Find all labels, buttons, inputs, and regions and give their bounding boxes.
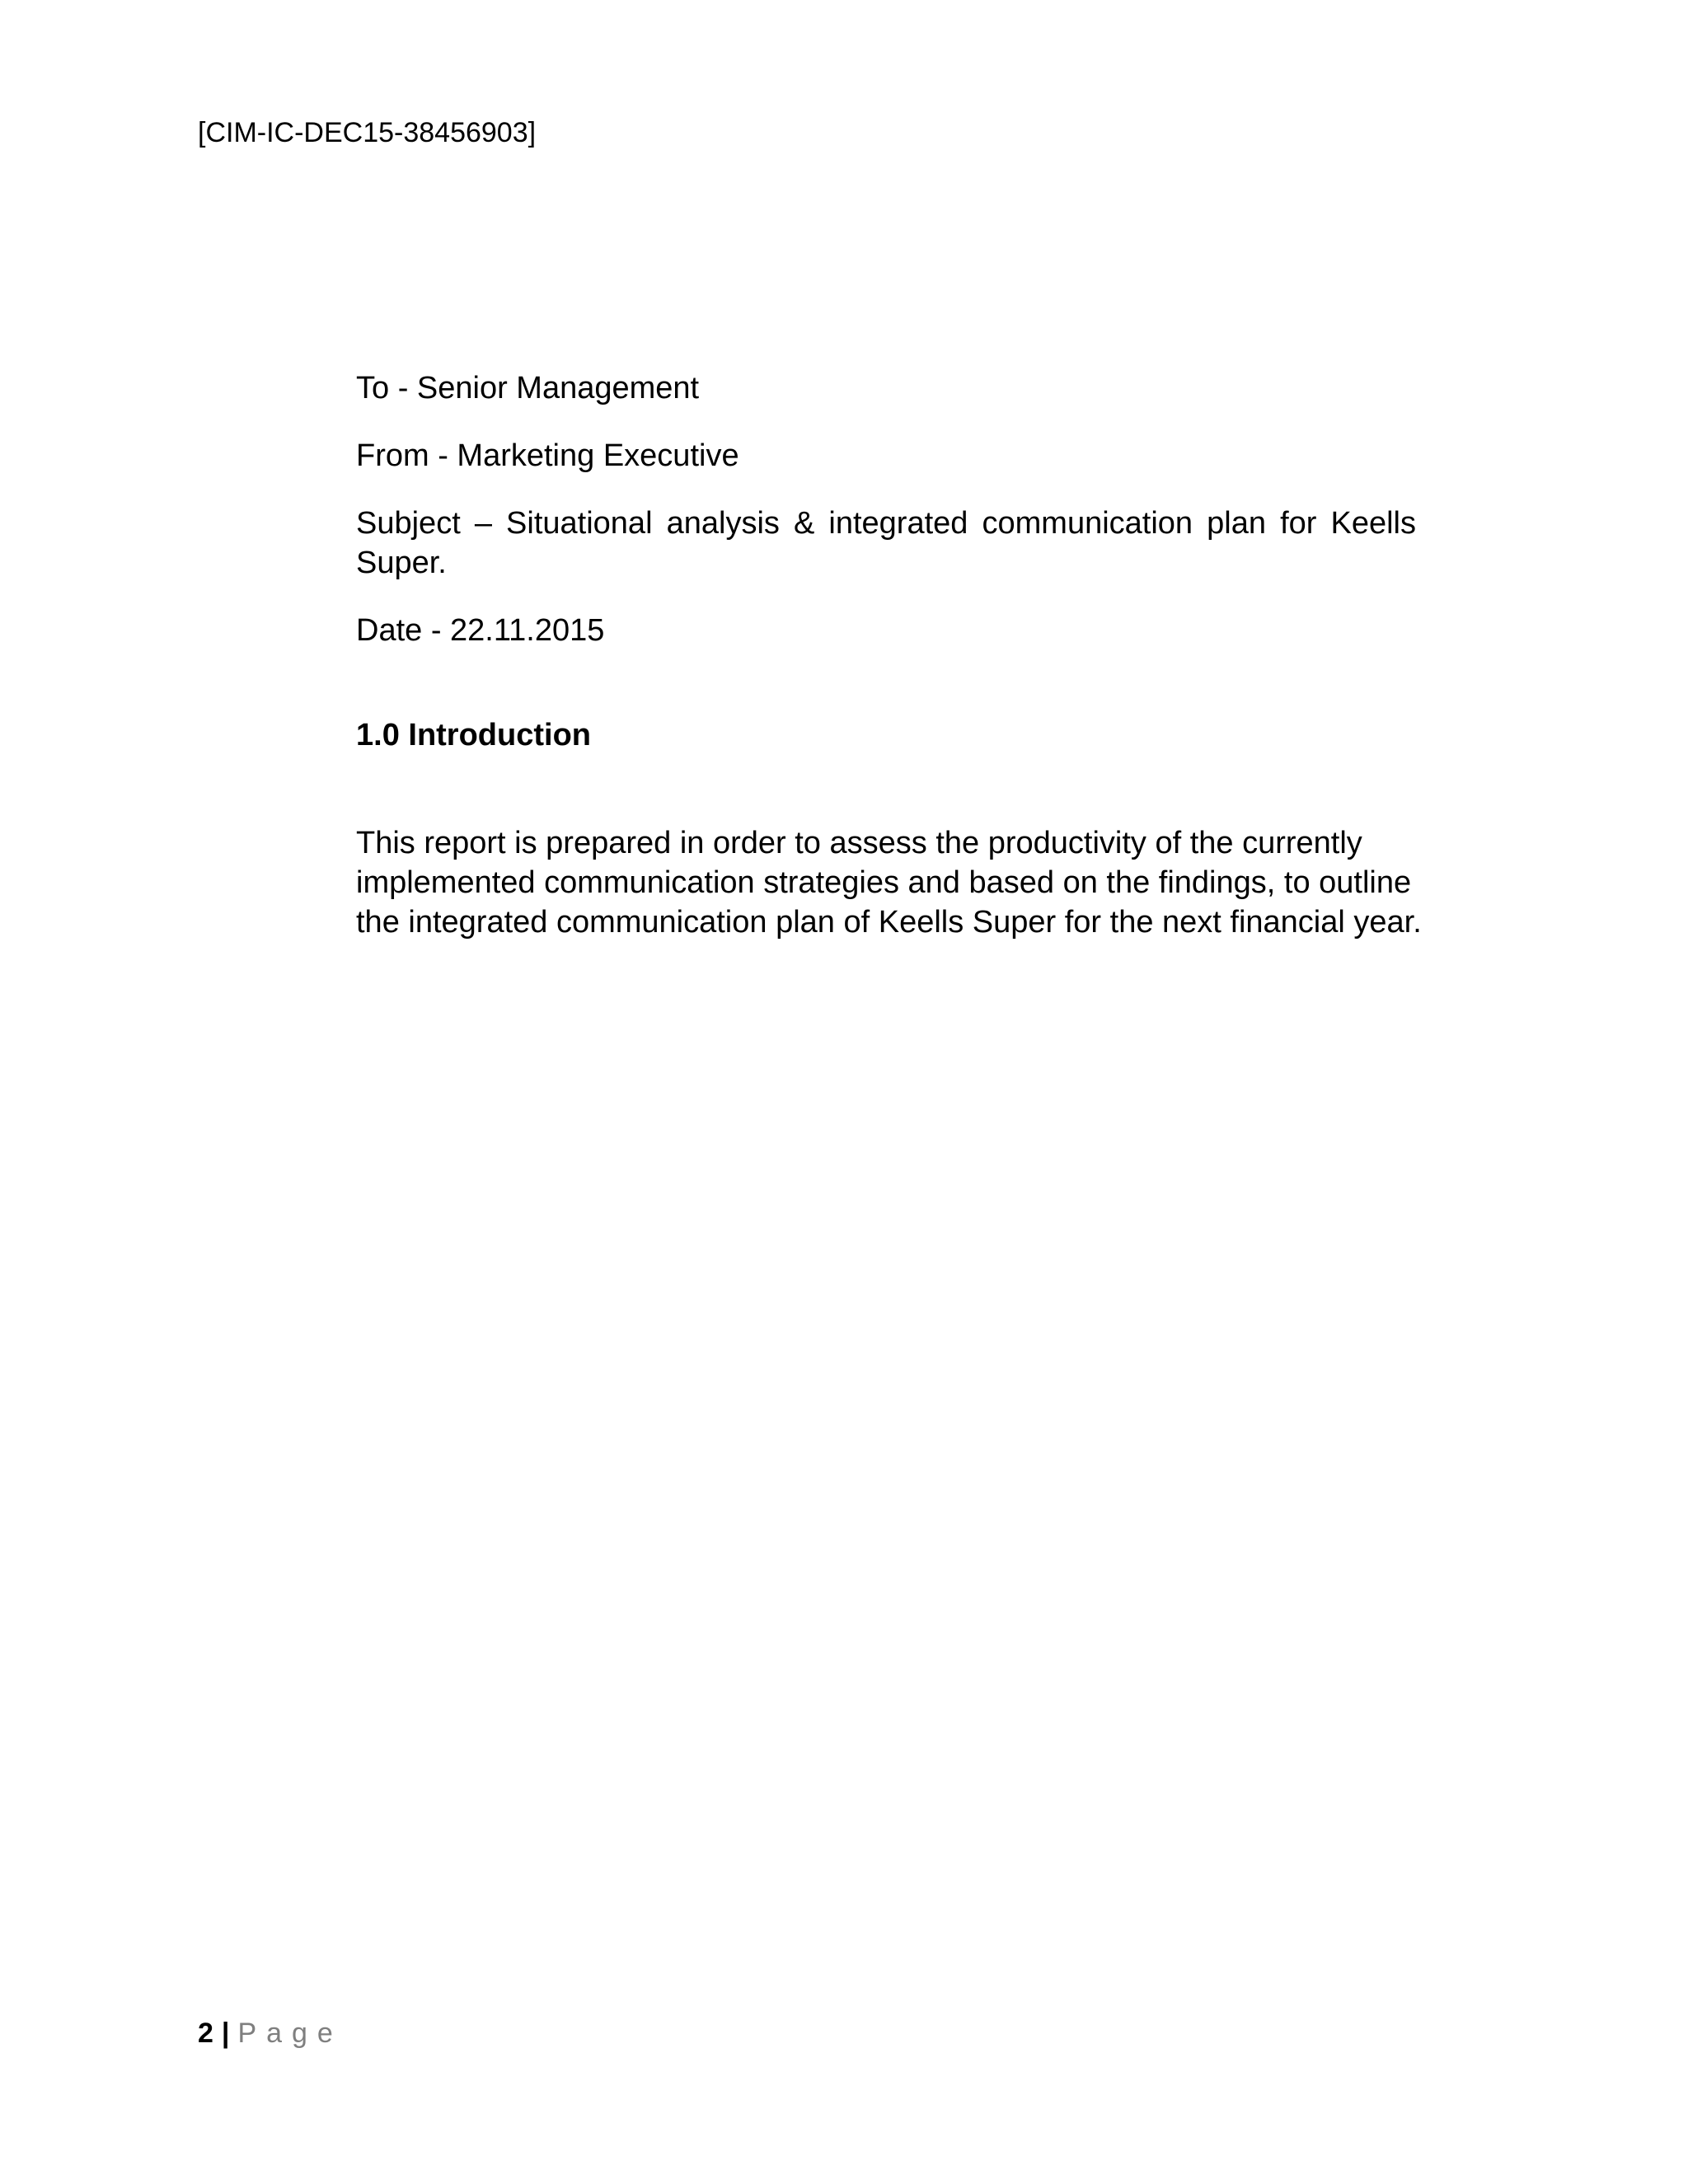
memo-from: From - Marketing Executive bbox=[356, 438, 739, 473]
paragraph-line: implemented communication strategies and based on the findings, to outline bbox=[356, 865, 1412, 900]
footer-separator: | bbox=[221, 2018, 230, 2049]
memo-to: To - Senior Management bbox=[356, 371, 700, 405]
memo-date: Date - 22.11.2015 bbox=[356, 613, 605, 648]
section-heading-introduction: 1.0 Introduction bbox=[356, 718, 591, 752]
page-label: Page bbox=[237, 2018, 343, 2049]
paragraph-line: This report is prepared in order to assess the productivity of the currently bbox=[356, 826, 1362, 860]
paragraph-line: the integrated communication plan of Keells Super for the next financial year. bbox=[356, 905, 1422, 940]
document-id-header: [CIM-IC-DEC15-38456903] bbox=[198, 117, 537, 148]
introduction-paragraph bbox=[356, 823, 1422, 942]
page-number: 2 bbox=[198, 2018, 213, 2049]
page-footer bbox=[198, 2018, 343, 2050]
memo-subject: Subject – Situational analysis & integrated communication plan for Keells Super. bbox=[356, 506, 1416, 580]
